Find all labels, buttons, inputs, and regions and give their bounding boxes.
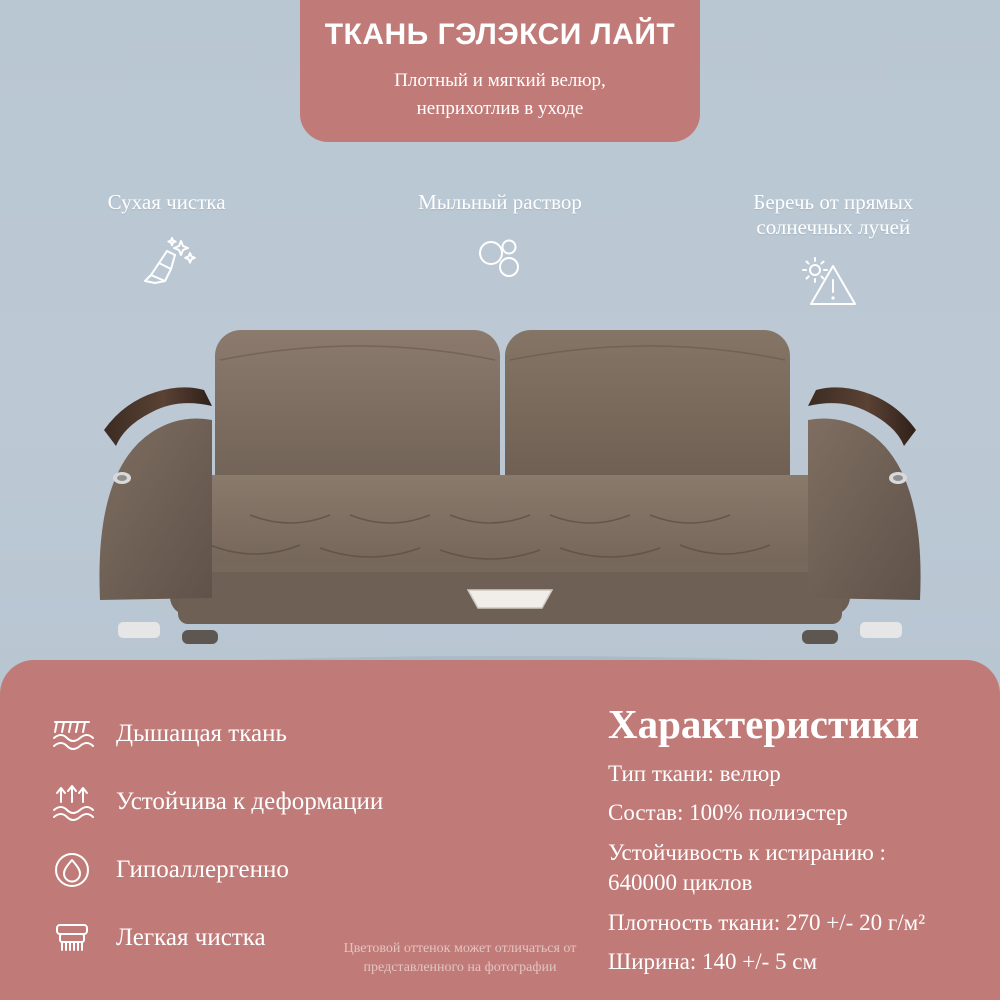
spec-abrasion-resistance [608,838,988,899]
breathable-fabric-icon [44,708,100,760]
color-disclaimer [320,940,600,978]
feature-deformation-resistant [44,768,514,836]
soap-bubbles-icon [464,229,536,293]
color-disclaimer-line-2: представленного на фотографии [363,959,557,975]
feature-label: Дышащая ткань [116,720,287,747]
features-list [44,700,514,972]
care-item-label: Мыльный раствор [418,190,582,214]
spec-width: Ширина: 140 +/- 5 см [608,948,818,974]
dry-cleaning-icon [131,229,203,293]
spec-composition: Состав: 100% полиэстер [608,800,848,826]
care-item-soap-solution [360,190,640,293]
header-banner [300,0,700,142]
feature-hypoallergenic [44,836,514,904]
banner-subtitle-line-2: неприхотлив в уходе [416,97,584,119]
spec-abrasion-resistance-value: 640000 циклов [608,870,753,896]
specifications [608,702,988,986]
spec-abrasion-resistance-label: Устойчивость к истиранию : [608,839,886,865]
spec-fabric-type: Тип ткани: велюр [608,761,781,787]
color-disclaimer-line-1: Цветовой оттенок может отличаться от [343,941,577,956]
deformation-resistant-icon [44,776,100,828]
feature-label: Гипоаллергенно [116,856,289,883]
feature-label: Устойчива к деформации [116,788,384,815]
care-item-label-line-2: солнечных лучей [756,215,911,240]
easy-cleaning-brush-icon [44,912,100,964]
hypoallergenic-drop-icon [44,844,100,896]
care-item-dry-cleaning [27,190,307,293]
page-title: ТКАНЬ ГЭЛЭКСИ ЛАЙТ [324,18,676,51]
sofa-illustration [60,300,960,690]
care-item-label [693,190,973,240]
feature-label: Легкая чистка [116,924,266,951]
banner-subtitle [314,67,686,122]
product-image [60,300,960,690]
feature-breathable-fabric [44,700,514,768]
banner-subtitle-line-1: Плотный и мягкий велюр, [394,70,606,91]
care-item-label-line-1: Беречь от прямых [753,190,914,214]
specifications-title: Характеристики [608,701,920,747]
spec-density: Плотность ткани: 270 +/- 20 г/м² [608,909,926,935]
care-item-label: Сухая чистка [107,190,226,214]
